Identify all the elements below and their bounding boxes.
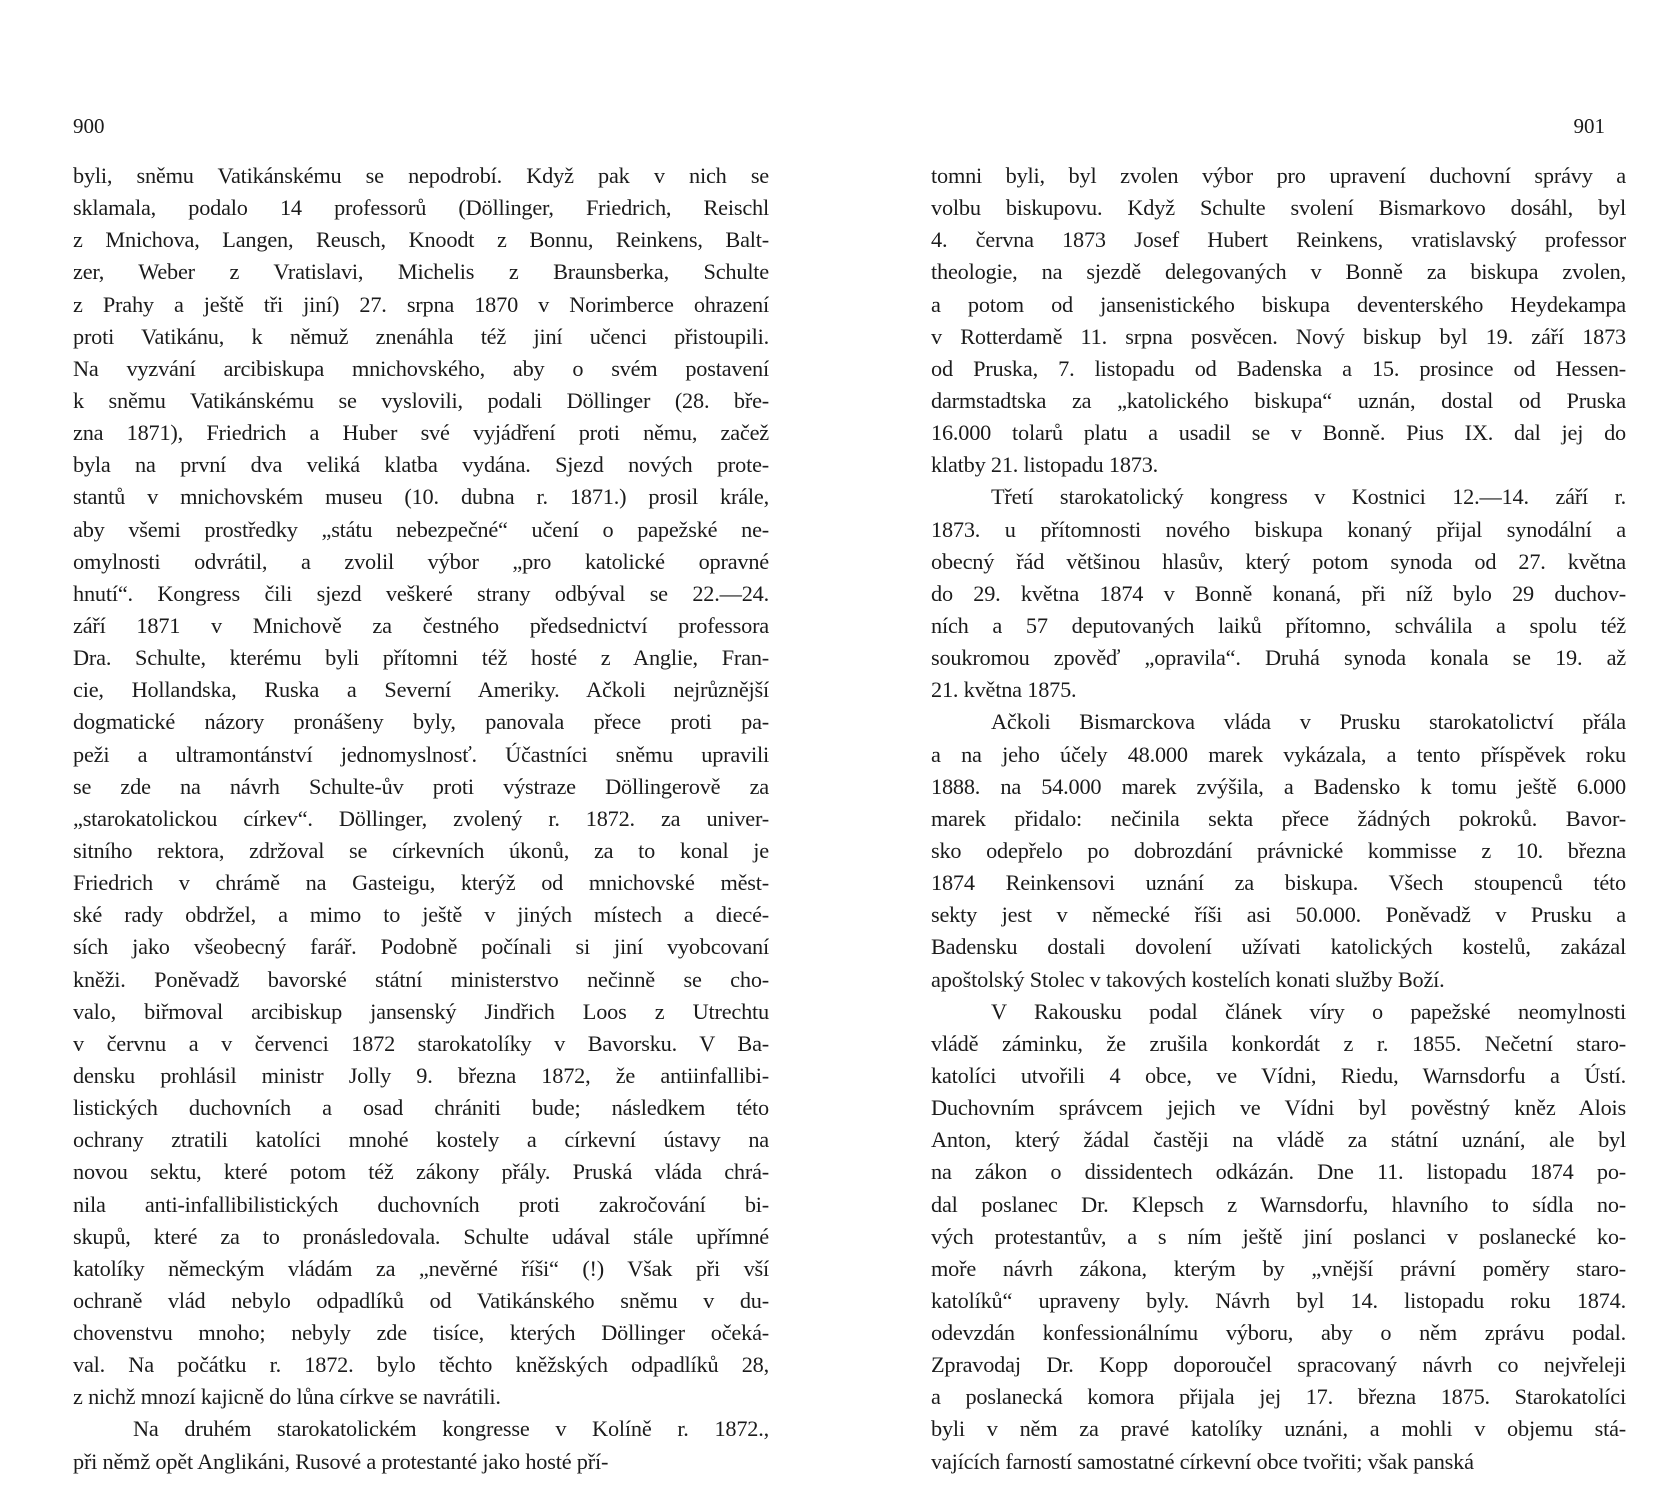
text-line: tomni byli, byl zvolen výbor pro upravení duchovní správy a (931, 163, 1626, 188)
text-line: aby všemi prostředky „státu nebezpečné“ učení o papežské ne- (73, 516, 769, 542)
text-line: dogmatické názory pronášeny byly, panovala přece proti pa- (73, 709, 769, 735)
text-line: a potom od jansenistického biskupa deventerského Heydekampa (931, 291, 1626, 317)
text-line: Třetí starokatolický kongress v Kostnici 12.—14. září r. (991, 484, 1626, 510)
page-number: 900 (73, 114, 105, 138)
text-line: a poslanecká komora přijala jej 17. března 1875. Starokatolíci (931, 1384, 1626, 1410)
text-line: ních a 57 deputovaných laiků přítomno, schválila a spolu též (931, 612, 1626, 638)
text-line: skupů, které za to pronásledovala. Schulte udával stále upřímné (73, 1223, 769, 1249)
text-line: cie, Hollandska, Ruska a Severní Ameriky. Ačkoli nejrůznější (73, 677, 769, 703)
text-line: k sněmu Vatikánskému se vyslovili, podali Döllinger (28. bře- (73, 387, 769, 413)
text-line: theologie, na sjezdě delegovaných v Bonně za biskupa zvolen, (931, 259, 1626, 285)
text-line: 1873. u přítomnosti nového biskupa konaný přijal synodální a (931, 516, 1626, 542)
body-text (931, 160, 1626, 1478)
text-line: Dra. Schulte, kterému byli přítomni též hosté z Anglie, Fran- (73, 645, 769, 671)
text-line: val. Na počátku r. 1872. bylo těchto kněžských odpadlíků 28, (73, 1352, 769, 1378)
text-line: moře návrh zákona, kterým by „vnější právní poměry staro- (931, 1255, 1626, 1281)
text-line: kněži. Poněvadž bavorské státní ministerstvo nečinně se cho- (73, 966, 769, 992)
text-line: 4. června 1873 Josef Hubert Reinkens, vratislavský professor (931, 227, 1626, 253)
page-number: 901 (1573, 114, 1605, 138)
text-line: stantů v mnichovském museu (10. dubna r. 1871.) prosil krále, (73, 484, 769, 510)
text-line: 1874 Reinkensovi uznání za biskupa. Všech stoupenců této (931, 870, 1626, 896)
text-line: sích jako všeobecný farář. Podobně počínali si jiní vyobcovaní (73, 934, 769, 960)
text-line: „starokatolickou církev“. Döllinger, zvolený r. 1872. za univer- (73, 805, 769, 831)
text-line: apoštolský Stolec v takových kostelích konati služby Boží. (931, 966, 1445, 992)
text-line: chovenstvu mnoho; nebyly zde tisíce, kterých Döllinger očeká- (73, 1320, 769, 1346)
text-line: katolíků“ upraveny byly. Návrh byl 14. listopadu roku 1874. (931, 1287, 1626, 1313)
text-line: zna 1871), Friedrich a Huber své vyjádření proti němu, začež (73, 420, 769, 446)
right-page (839, 0, 1678, 1500)
text-line: do 29. května 1874 v Bonně konaná, při níž bylo 29 duchov- (931, 580, 1626, 606)
text-line: sklamala, podalo 14 professorů (Döllinger, Friedrich, Reischl (73, 195, 769, 221)
text-line: hnutí“. Kongress čili sjezd veškeré strany odbýval se 22.—24. (73, 580, 769, 606)
text-line: sekty jest v německé říši asi 50.000. Poněvadž v Prusku a (931, 902, 1626, 928)
text-line: Duchovním správcem jejich ve Vídni byl pověstný kněz Alois (931, 1095, 1626, 1121)
text-line: nila anti-infallibilistických duchovních proti zakročování bi- (73, 1191, 769, 1217)
text-line: a na jeho účely 48.000 marek vykázala, a tento příspěvek roku (931, 741, 1626, 767)
text-line: klatby 21. listopadu 1873. (931, 452, 1159, 478)
text-line: omylnosti odvrátil, a zvolil výbor „pro katolické opravné (73, 548, 769, 574)
text-line: katolíci utvořili 4 obce, ve Vídni, Riedu, Warnsdorfu a Ústí. (931, 1062, 1626, 1088)
text-line: sko odepřelo po dobrozdání právnické kommisse z 10. března (931, 837, 1626, 863)
text-line: na zákon o dissidentech odkázán. Dne 11. listopadu 1874 po- (931, 1159, 1626, 1185)
text-line: valo, biřmoval arcibiskup jansenský Jindřich Loos z Utrechtu (73, 998, 769, 1024)
text-line: z Prahy a ještě tři jiní) 27. srpna 1870 v Norimberce ohrazení (73, 291, 769, 317)
text-line: soukromou zpověď „opravila“. Druhá synoda konala se 19. až (931, 645, 1626, 671)
text-line: peži a ultramontánství jednomyslnosť. Účastníci sněmu upravili (73, 741, 769, 767)
text-line: při němž opět Anglikáni, Rusové a protestanté jako hosté pří- (73, 1448, 609, 1474)
text-line: z nichž mnozí kajicně do lůna církve se navrátili. (73, 1384, 501, 1410)
text-line: zer, Weber z Vratislavi, Michelis z Braunsberka, Schulte (73, 259, 769, 285)
text-line: Zpravodaj Dr. Kopp doporoučel spracovaný návrh co nejvřeleji (931, 1352, 1626, 1378)
text-line: Ačkoli Bismarckova vláda v Prusku starokatolictví přála (991, 709, 1626, 735)
text-line: 1888. na 54.000 marek zvýšila, a Badensko k tomu ještě 6.000 (931, 773, 1626, 799)
text-line: sitního rektora, zdržoval se církevních úkonů, za to konal je (73, 837, 769, 863)
text-line: darmstadtska za „katolického biskupa“ uznán, dostal od Pruska (931, 387, 1626, 413)
text-line: ochrany ztratili katolíci mnohé kostely a církevní ústavy na (73, 1127, 769, 1153)
text-line: vládě záminku, že zrušila konkordát z r. 1855. Nečetní staro- (931, 1030, 1626, 1056)
body-text (73, 160, 769, 1478)
text-line: byli v něm za pravé katolíky uznáni, a mohli v objemu stá- (931, 1416, 1626, 1442)
text-line: ské rady obdržel, a mimo to ještě v jiných místech a diecé- (73, 902, 769, 928)
text-line: V Rakousku podal článek víry o papežské neomylnosti (991, 998, 1626, 1024)
text-line: Friedrich v chrámě na Gasteigu, kterýž od mnichovské měst- (73, 870, 769, 896)
text-line: novou sektu, které potom též zákony přály. Pruská vláda chrá- (73, 1159, 769, 1185)
text-line: ochraně vlád nebylo odpadlíků od Vatikánského sněmu v du- (73, 1287, 769, 1313)
text-line: volbu biskupovu. Když Schulte svolení Bismarkovo dosáhl, byl (931, 195, 1626, 221)
text-line: od Pruska, 7. listopadu od Badenska a 15. prosince od Hessen- (931, 355, 1626, 381)
text-line: 21. května 1875. (931, 677, 1077, 703)
text-line: odevzdán konfessionálnímu výboru, aby o něm zprávu podal. (931, 1320, 1626, 1346)
text-line: byla na první dva veliká klatba vydána. Sjezd nových prote- (73, 452, 769, 478)
text-line: marek přidalo: nečinila sekta přece žádných pokroků. Bavor- (931, 805, 1626, 831)
text-line: Na druhém starokatolickém kongresse v Kolíně r. 1872., (133, 1416, 769, 1442)
text-line: z Mnichova, Langen, Reusch, Knoodt z Bonnu, Reinkens, Balt- (73, 227, 769, 253)
text-line: listických duchovních a osad chrániti bude; následkem této (73, 1095, 769, 1121)
text-line: v Rotterdamě 11. srpna posvěcen. Nový biskup byl 19. září 1873 (931, 323, 1626, 349)
text-line: vých protestantův, a s ním ještě jiní poslanci v poslanecké ko- (931, 1223, 1626, 1249)
text-line: katolíky německým vládám za „nevěrné říši“ (!) Však při vší (73, 1255, 769, 1281)
text-line: 16.000 tolarů platu a usadil se v Bonně. Pius IX. dal jej do (931, 420, 1626, 446)
text-line: obecný řád většinou hlasův, který potom synoda od 27. května (931, 548, 1626, 574)
text-line: září 1871 v Mnichově za čestného předsednictví professora (73, 612, 769, 638)
text-line: byli, sněmu Vatikánskému se nepodrobí. Když pak v nich se (73, 163, 769, 188)
text-line: v červnu a v červenci 1872 starokatolíky v Bavorsku. V Ba- (73, 1030, 769, 1056)
text-line: Anton, který žádal častěji na vládě za státní uznání, ale byl (931, 1127, 1626, 1153)
text-line: se zde na návrh Schulte-ův proti výstraze Döllingerově za (73, 773, 769, 799)
text-line: proti Vatikánu, k němuž znenáhla též jiní učenci přistoupili. (73, 323, 769, 349)
text-line: Badensku dostali dovolení užívati katolických kostelů, zakázal (931, 934, 1626, 960)
text-line: densku prohlásil ministr Jolly 9. března 1872, že antiinfallibi- (73, 1062, 769, 1088)
text-line: vajících farností samostatné církevní obce tvořiti; však panská (931, 1448, 1474, 1474)
text-line: dal poslanec Dr. Klepsch z Warnsdorfu, hlavního to sídla no- (931, 1191, 1626, 1217)
text-line: Na vyzvání arcibiskupa mnichovského, aby o svém postavení (73, 355, 769, 381)
